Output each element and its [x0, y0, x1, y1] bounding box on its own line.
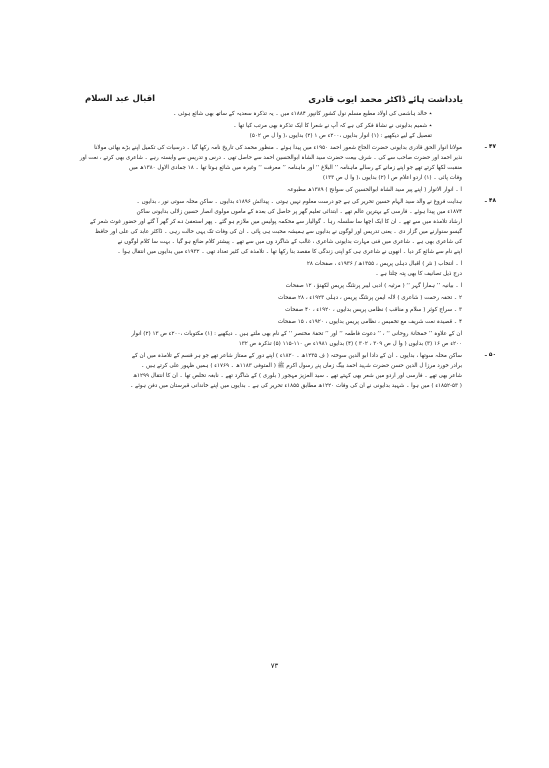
text-line: برادر خورد مرزا ل الدین حسن حضرت شہید احمد بیگ زماں پنے رسول اکرم ﷺ ( المتوفی ۱۱۸۳ھ ۔ ۱۷۶۹ء ) ہمیں ظہور علی کرتے ہیں ۔	[140, 363, 462, 369]
text-line: گیسو سنوارنے میں گزار دی ۔ یعنی تدریس اور لوگوں نے بدایوں سے ہمیشہ محبت ہی پائی ۔ ان کی وفات تک یہی حالت رہی ۔ ڈاکٹر عابد کی علی اور حافظ	[95, 229, 462, 235]
text-line: شاعر بھی تھے ۔ فارسی اور اردو میں شعر بھی کہتے تھے ۔ سید العزیز مہجور ( بلوری ) کے شاگرد تھے ۔ نابغہ تخلص تھا ۔ ان کا انتقال ۱۲۹۹ھ	[133, 373, 462, 379]
text-line: ۲۰۰ء ص ۱۶ (۳) بدایوں ( وا ل ص ۳۰۹ ، ۳۰۲ ) (۴) بدایوں ۱۹۸۱ء ص ۱۱۰-۱۱۵ (۵) تذکرہ ص ۱۳۲	[238, 341, 462, 347]
text-line: ان کے علاوہ ’’ خمخانۂ روحانی ‘‘ ، ’’ دعوت فاطمہ ‘‘ اور ’’ تحفۂ مختصر ‘‘ کے نام بھی ملتے ہیں ۔ دیکھیے : (۱) مکتوبات ،۲۰۰ء ص ۱۳ (۲) انوار	[131, 331, 462, 337]
text-line: ارشاد تلامذہ میں سے تھے ۔ ان کا ایک اچھا سا سلسلہ رہا ۔ گوالیار سے محکمہ پولیس میں ملازم ہو گئے ۔ پھر استعفیٰ دے کر گھر آ گئے اور حضور غوث شعر کے	[89, 219, 462, 225]
text-line: ٭ شمیم بدایونی نے نشاۃ فکر کی ہے کہ آپ نے شعرا کا ایک تذکرہ بھی مرتب کیا تھا ۔	[233, 123, 432, 129]
text-line: منقبت لکھا کرتے تھے جو اپنے زمانے کے رسالے ماہنامہ ’’ البلاغ ‘‘ اور ماہنامہ ’’ معرفت ‘‘ وغیرہ میں شائع ہوتا تھا ۔ ۱۸ جمادی الاول ۱۳۸۰ھ میں	[128, 165, 462, 171]
entry-number: ۴۸ ـ	[484, 198, 496, 204]
text-line: ( ۱۸۵۲-۵۳ء ) میں ہوا ۔ شہید بدایونی نے ان کی وفات ۱۲۲۰ھ مطابق ۱۸۵۵ء تحریر کی ہے ۔ بدایوں میں اپنے خاندانی قبرستان میں دفن ہوئے ۔	[130, 383, 462, 389]
header-left: اقبال عبد السلام	[85, 94, 156, 104]
text-line: ا ۔ انتخاب ( نثر ) اقبال دہلی پریس ، ۱۳۵۵ھ / ۱۹۳۶ء ، صفحات ۲۸	[306, 261, 462, 267]
text-line: کی شاعری بھی ہے ۔ شاعری میں فنی مہارت بدایونی شاعری ، غالب کے شاگرد وں میں سے تھے ۔ پیشتر کلام ضائع ہو گیا ۔ بہت سا کلام لوگوں نے	[117, 239, 462, 245]
entry-number: ۵۰ ـ	[484, 352, 496, 358]
text-line: اپنے نام سے شائع کر دیا ۔ انھوں نے شاعری ہی کو اپنی زندگی کا مقصد بنا رکھا تھا ۔ تلامذہ کی کثیر تعداد تھی ۔ ۱۹۳۲ء میں بدایوں میں انتقال ہوا ۔	[117, 249, 462, 255]
text-line: ہدایت فروغ نے والد سید الہام حسین تحریر کی ہے جو درست معلوم نہیں ہوتی ۔ پیدائش ۱۸۹۶ء بدایوں ۔ ساکن محلہ سوتی نور ، بدایوں ۔	[136, 199, 462, 205]
text-line: ا ۔ بیانیہ ’’ ہمارا گہر ‘‘ ( مرثیہ ) ادبی لیبر پرنٹنگ پریس لکھنؤ ، ۱۲ صفحات	[285, 283, 462, 289]
text-line: ۲ ۔ تحفہ رحمت ( شاعری ) لالہ ایمن پرنٹنگ پریس ، دہلی ۱۹۲۳ء ، ۲۸ صفحات	[278, 295, 462, 301]
entry-number: ۴۷ ـ	[484, 144, 496, 150]
text-line: ٭ خالد ہاشمی کی اولاد مطبع مسلم نول کشور کانپور ۱۸۸۴ء میں ۔ یہ تذکرہ سعدیہ کے ساتھ بھی شائع ہوئی ۔	[173, 111, 432, 117]
text-line: نذیر احمد اور حضرت صاحب سے کی ۔ شرف بیعت حضرت سید الشاہ ابوالحسین احمد سے حاصل تھی ۔ درس و تدریس سے وابستہ رہے ۔ شاعری بھی کرتے ، نعت اور	[79, 155, 462, 161]
text-line: ا ۔ انوار الانوار ( اپنے پیر سید الشاہ ابوالحسین کی سوانح ) ۱۳۸۹ھ مطبوعہ	[287, 187, 462, 193]
text-line: مولانا انوار الحق قادری بدایونی حضرت الحاج شعور احمد ۱۹۵۰ء میں پیدا ہوئے ۔ منظور محمد کی تاریخ نامہ رکھا گیا ۔ درسیات کی تکمیل اپنے بڑے بھائی مولانا	[94, 145, 462, 151]
page-number: ۷۳	[270, 662, 279, 670]
header-right: یادداشت ہائے ڈاکٹر محمد ایوب قادری	[308, 95, 463, 105]
text-line: ۳ ۔ سراج کوثر ( سلام و مناقب ) نظامی پریس بدایوں ، ۱۹۲۰ء ، ۴۰ صفحات	[285, 307, 462, 313]
text-line: وفات پائی ۔ (۱) اردو اعلام ص ا (۲) بدایوں ،( وا ل ص ۱۳۳)	[322, 175, 462, 181]
text-line: ۴ ۔ قصیدہ نعت شریف مع تخمیس ، نظامی پریس بدایوں ، ۱۹۲۰ء ، ۱۵ صفحات	[277, 319, 462, 325]
text-line: ۱۸۷۴ء میں پیدا ہوئے ۔ فارسی کے بہترین عالم تھے ۔ ابتدائی تعلیم گھر پر حاصل کی بعدہ کے ماموں مولوی انصار حسین زلالی بدایونی ساکن	[136, 209, 462, 215]
text-line: درج ذیل تصانیف کا بھی پتہ چلتا ہے ۔	[375, 271, 462, 277]
text-line: تفصیل کے لیے دیکھیے : (۱) انوار بدایوں ،۲۰۰ء ص ۱ (۲) بدایوں ،( وا ل ص ۵۰۲)	[249, 133, 432, 139]
text-line: ساکن محلہ سوتھا ، بدایوں ۔ ان کے دادا ابو الدین سوختہ ( ف ۱۲۳۵ھ ۔ ۱۸۲۰ء ) اپنے دور کے ممتاز شاعر تھے جو ہر قسم کے تلامذہ میں ان کے	[131, 353, 462, 359]
